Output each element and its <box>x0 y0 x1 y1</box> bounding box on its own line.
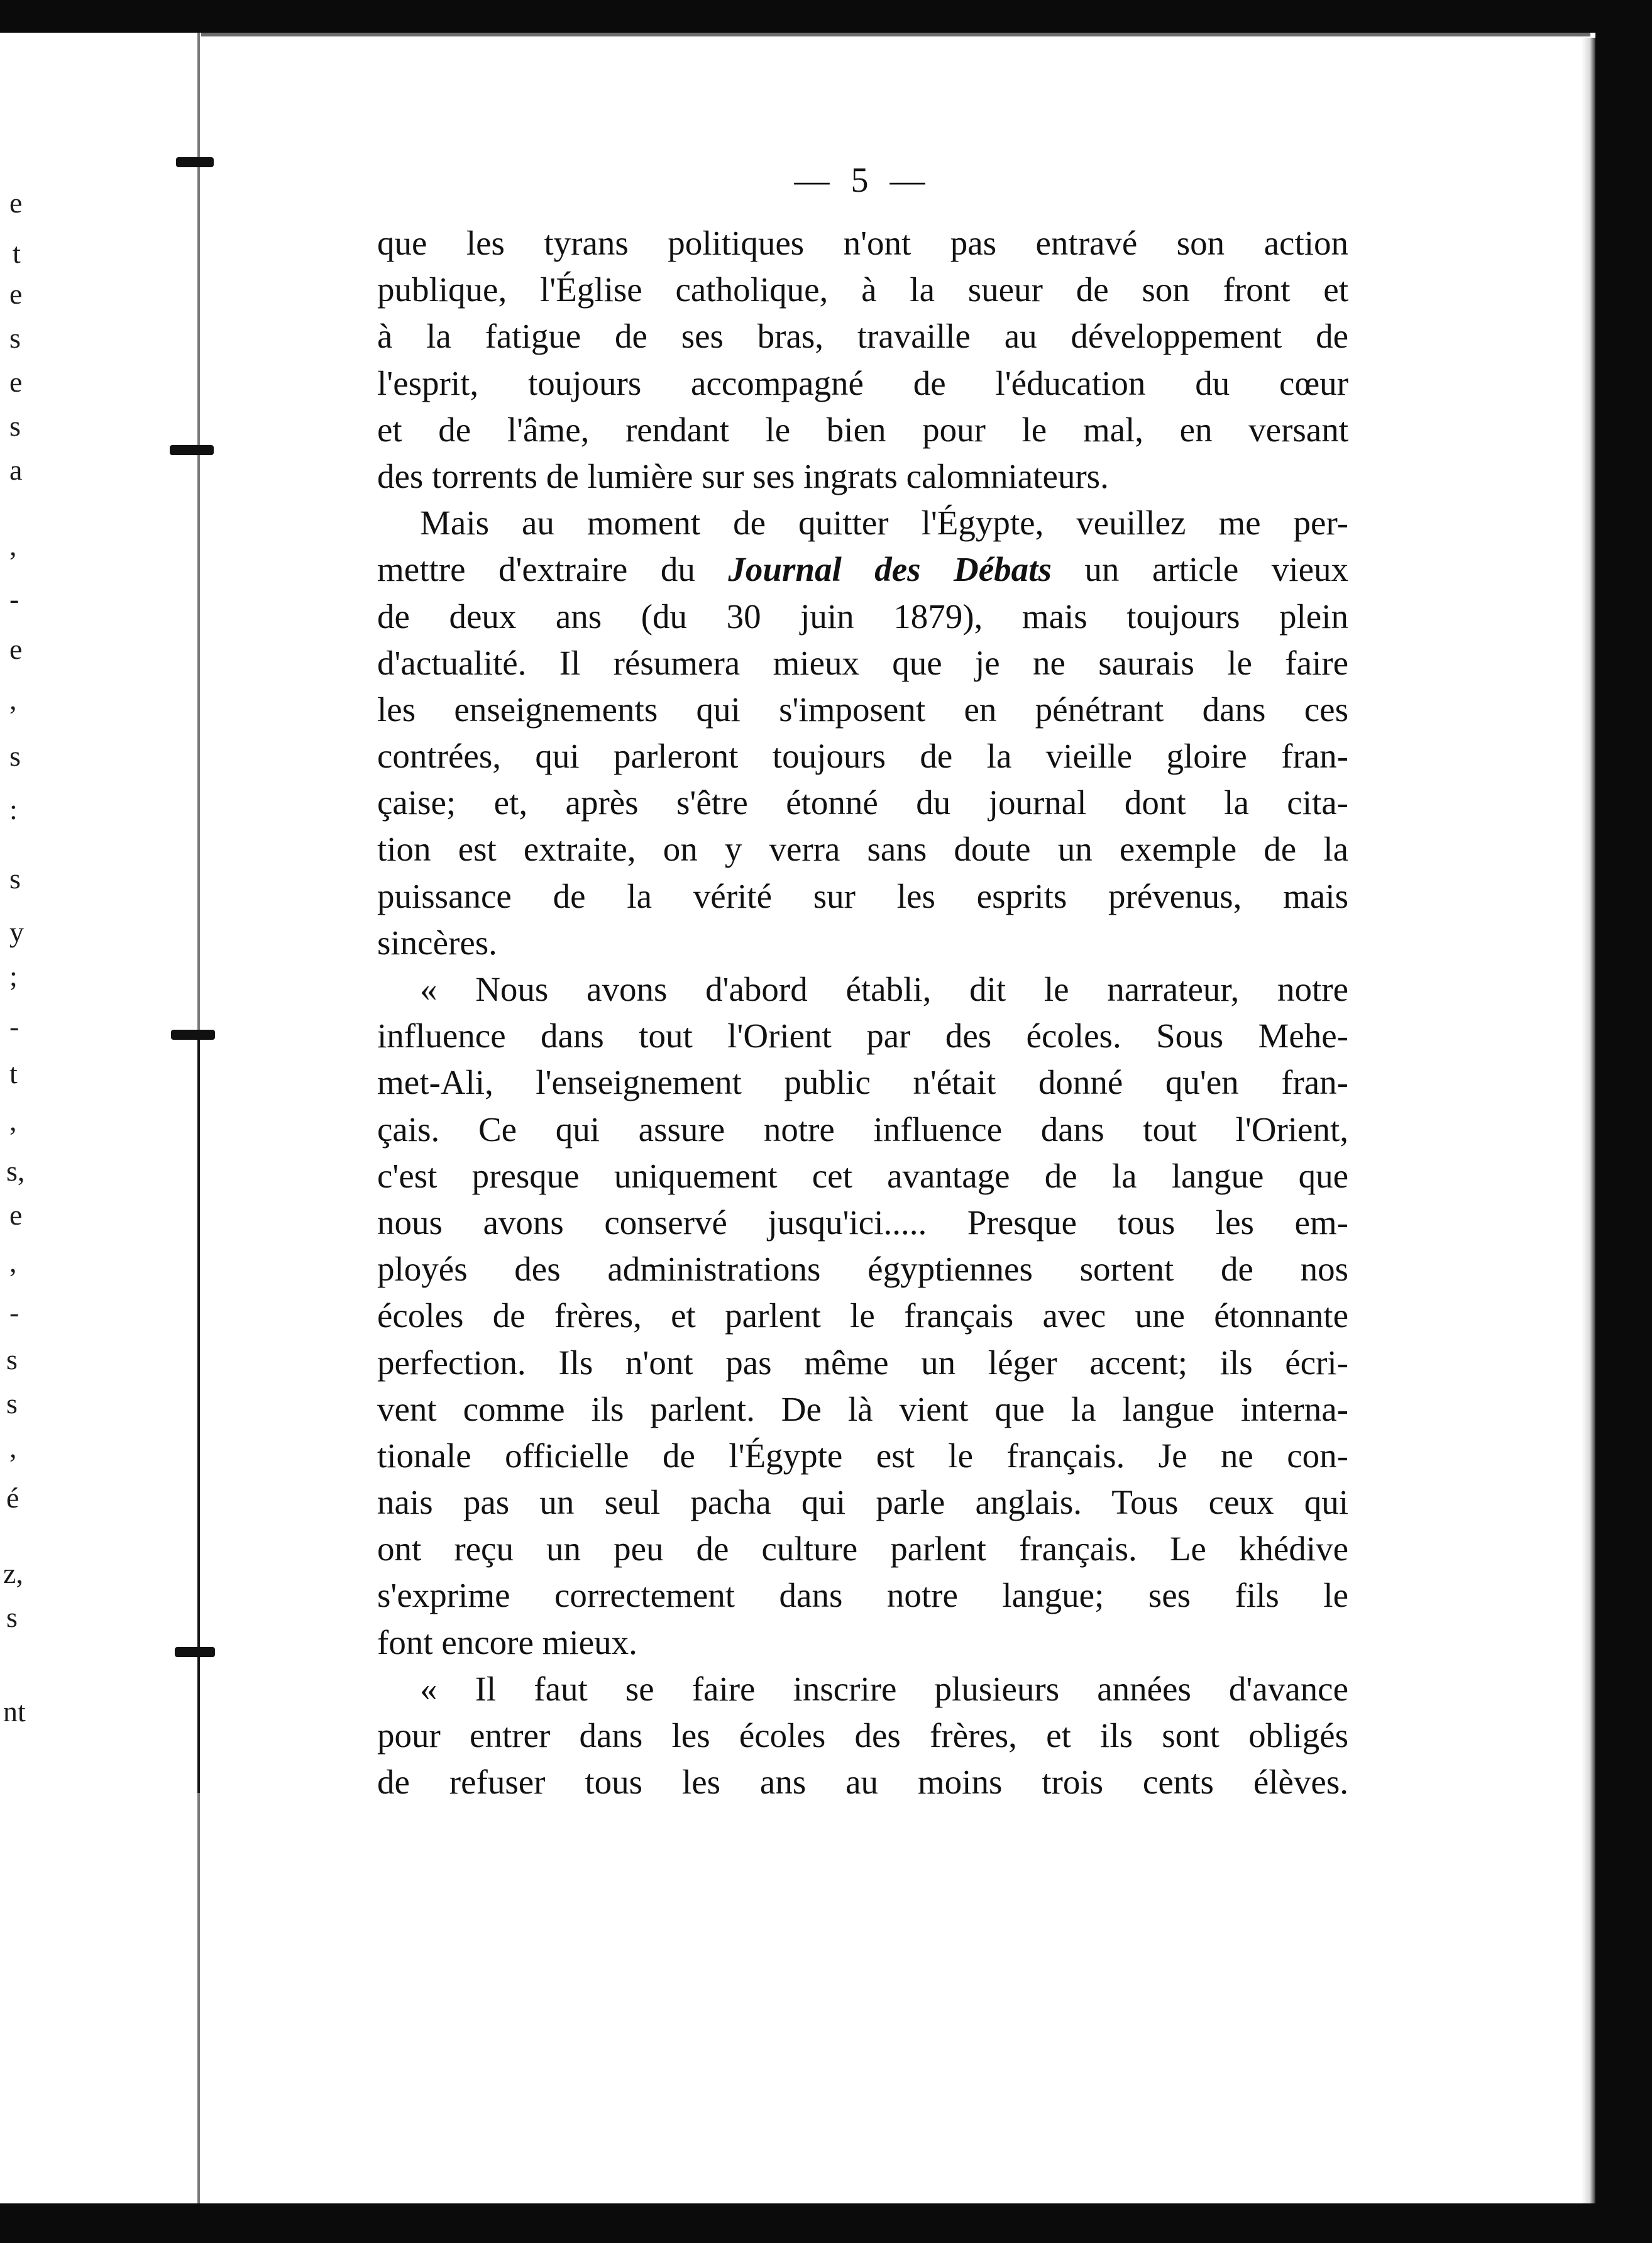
facing-page-letter: a <box>9 454 23 486</box>
page-number: — 5 — <box>794 161 932 200</box>
facing-page-letter: s <box>6 1601 18 1633</box>
text-line: vent comme ils parlent. De là vient que la langue interna- <box>377 1389 1348 1428</box>
page-body-text <box>377 220 1348 1805</box>
text-line: s'exprime correctement dans notre langue; ses fils le <box>377 1576 1348 1615</box>
text-line: l'esprit, toujours accompagné de l'éducation du cœur <box>377 363 1348 402</box>
facing-page-letter: s <box>9 740 21 772</box>
text-line: nous avons conservé jusqu'ici..... Presque tous les em- <box>377 1203 1348 1242</box>
text-line: çaise; et, après s'être étonné du journal dont la cita- <box>377 783 1348 822</box>
text-line: puissance de la vérité sur les esprits prévenus, mais <box>377 876 1348 915</box>
text-line: publique, l'Église catholique, à la sueur de son front et <box>377 270 1348 309</box>
facing-page-letter: e <box>9 633 23 665</box>
facing-page-letter: : <box>9 793 18 825</box>
facing-page-letter: t <box>9 1057 18 1089</box>
text-line: c'est presque uniquement cet avantage de la langue que <box>377 1156 1348 1195</box>
scan-border-right <box>1595 0 1652 2243</box>
facing-page-letter: , <box>9 1105 17 1137</box>
facing-page-letter: , <box>9 529 17 561</box>
text-line: à la fatigue de ses bras, travaille au développement de <box>377 317 1348 356</box>
text-line: perfection. Ils n'ont pas même un léger accent; ils écri- <box>377 1343 1348 1382</box>
book-page <box>377 160 1348 2046</box>
text-line-part: un article vieux <box>1051 550 1348 589</box>
text-line: des torrents de lumière sur ses ingrats calomniateurs. <box>377 456 1109 495</box>
facing-page-letter: s <box>6 1387 18 1419</box>
text-line: nais pas un seul pacha qui parle anglais. Tous ceux qui <box>377 1483 1348 1522</box>
text-line: d'actualité. Il résumera mieux que je ne saurais le faire <box>377 643 1348 682</box>
binding-stitch <box>170 445 214 455</box>
facing-page-letter: s, <box>6 1155 25 1187</box>
text-line: influence dans tout l'Orient par des écoles. Sous Mehe- <box>377 1017 1348 1055</box>
facing-page-letter: t <box>13 237 21 269</box>
text-line: ont reçu un peu de culture parlent français. Le khédive <box>377 1529 1348 1568</box>
text-line: et de l'âme, rendant le bien pour le mal, en versant <box>377 410 1348 449</box>
scan-border-bottom <box>0 2203 1652 2243</box>
facing-page-letter: e <box>9 187 23 219</box>
text-line-part: mettre d'extraire du <box>377 550 729 589</box>
text-line: font encore mieux. <box>377 1623 637 1662</box>
facing-page-letter: e <box>9 278 23 310</box>
text-line: tionale officielle de l'Égypte est le français. Je ne con- <box>377 1436 1348 1475</box>
facing-page-letter: s <box>9 322 21 354</box>
facing-page-letter: s <box>6 1343 18 1375</box>
facing-page-letter: s <box>9 410 21 442</box>
facing-page-letter: , <box>9 1431 17 1463</box>
facing-page-letter: é <box>6 1482 19 1514</box>
facing-page-letter: e <box>9 1199 23 1231</box>
book-spine <box>189 33 207 2203</box>
text-line: de refuser tous les ans au moins trois cents élèves. <box>377 1763 1348 1802</box>
binding-stitch <box>175 1647 215 1657</box>
facing-page-letter: , <box>9 1246 17 1278</box>
text-line: Mais au moment de quitter l'Égypte, veuillez me per- <box>420 504 1348 543</box>
facing-page-letter: - <box>9 1296 19 1328</box>
facing-page-letter: ; <box>9 960 18 992</box>
binding-stitch <box>176 157 214 167</box>
page-edge-shadow <box>1582 38 1595 2203</box>
text-line: met-Ali, l'enseignement public n'était donné qu'en fran- <box>377 1063 1348 1102</box>
spine-line-dark <box>197 1039 200 1793</box>
journal-title: Journal des Débats <box>728 550 1052 589</box>
facing-page-letter: - <box>9 583 19 615</box>
text-line: de deux ans (du 30 juin 1879), mais toujours plein <box>377 597 1348 636</box>
text-line: « Nous avons d'abord établi, dit le narrateur, notre <box>420 970 1348 1008</box>
text-line: tion est extraite, on y verra sans doute un exemple de la <box>377 830 1348 869</box>
text-line: sincères. <box>377 923 497 962</box>
text-line: ployés des administrations égyptiennes sortent de nos <box>377 1250 1348 1289</box>
scan-shadow-top <box>201 33 1590 36</box>
text-line: pour entrer dans les écoles des frères, et ils sont obligés <box>377 1716 1348 1755</box>
facing-page-letter: nt <box>3 1695 26 1728</box>
facing-page-fragment <box>0 33 200 2203</box>
facing-page-letter: e <box>9 366 23 398</box>
text-line: les enseignements qui s'imposent en pénétrant dans ces <box>377 690 1348 729</box>
facing-page-letter: s <box>9 862 21 895</box>
text-line <box>377 546 1348 593</box>
facing-page-letter: z, <box>3 1557 23 1589</box>
binding-stitch <box>171 1030 215 1040</box>
facing-page-letter: , <box>9 683 17 715</box>
text-line: « Il faut se faire inscrire plusieurs années d'avance <box>420 1669 1348 1708</box>
text-line: contrées, qui parleront toujours de la vieille gloire fran- <box>377 737 1348 776</box>
text-line: écoles de frères, et parlent le français avec une étonnante <box>377 1296 1348 1335</box>
text-line: çais. Ce qui assure notre influence dans tout l'Orient, <box>377 1110 1348 1149</box>
text-line: que les tyrans politiques n'ont pas entravé son action <box>377 224 1348 262</box>
facing-page-letter: y <box>9 916 24 948</box>
scan-border-top <box>0 0 1652 33</box>
facing-page-letter: - <box>9 1010 19 1042</box>
